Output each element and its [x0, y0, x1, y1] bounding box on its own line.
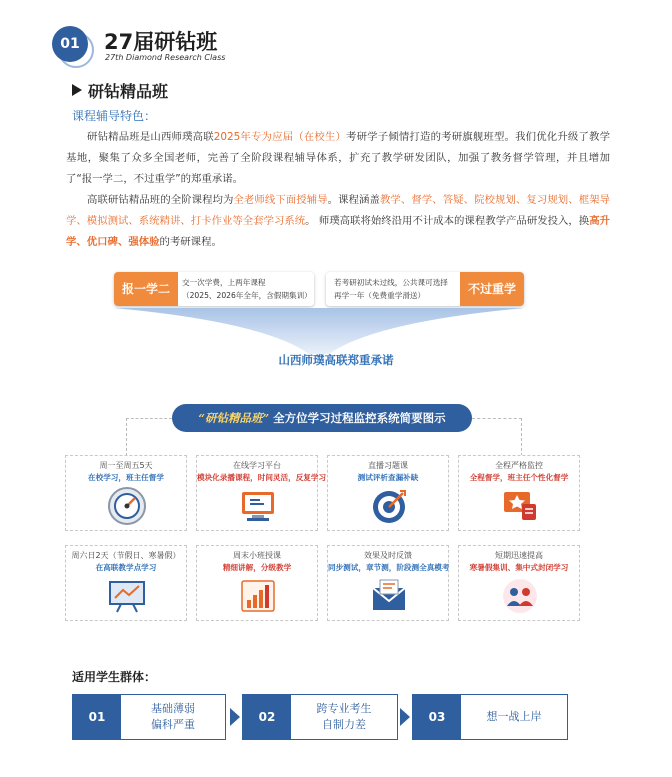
promise-caption: 山西师璞高联郑重承诺 [278, 353, 394, 367]
card-detail: 在高联教学点学习 [95, 563, 157, 572]
monitoring-card [327, 545, 449, 621]
card-detail: 寒暑假集训、集中式封闭学习 [469, 563, 569, 572]
promise-right-line2: 再学一年（免费重学滑送） [334, 291, 426, 300]
section-heading [72, 79, 168, 102]
card-heading: 短期迅速提高 [495, 551, 543, 560]
p2-highlight-teaching: 全老师线下面授辅导 [233, 194, 328, 206]
audience-text: 想一战上岸 [486, 710, 542, 723]
arrow-right-icon [230, 708, 240, 726]
audience-item [412, 694, 568, 740]
card-detail: 在校学习，班主任督学 [88, 473, 164, 482]
envelope-icon [369, 576, 409, 616]
monitoring-card [196, 545, 318, 621]
team-icon [500, 576, 540, 616]
promise-left-line2: （2025、2026年全年，含假期集训） [182, 291, 312, 300]
system-quote: “研钻精品班” [198, 411, 270, 425]
promise-funnel-graphic [114, 308, 524, 356]
audience-number: 02 [243, 695, 291, 739]
p2-text-c: 。课程涵盖 [327, 194, 380, 206]
card-detail: 同步测试，章节测，阶段测全真模考 [328, 563, 450, 572]
presentation-board-icon [107, 576, 147, 616]
audience-item [72, 694, 226, 740]
audience-number: 03 [413, 695, 461, 739]
page-subtitle: 27th Diamond Research Class [105, 53, 226, 62]
promise-left-card [114, 272, 314, 306]
p2-highlight-system: 教学、督学、答疑、院校规划、复习规划、框架导学、模拟测试、系统精讲、打卡作业等全套学习系统 [66, 194, 611, 227]
card-detail: 全程督学，班主任个性化督学 [469, 473, 569, 482]
card-heading: 全程严格监控 [495, 461, 543, 470]
coverage-paragraph [66, 190, 610, 253]
card-detail: 模块化录播课程，时间灵活，反复学习 [197, 473, 327, 482]
star-chat-icon [500, 486, 540, 526]
online-course-icon [238, 486, 278, 526]
page-header [52, 22, 352, 66]
page-title: 27届研钻班 [104, 30, 218, 54]
promise-right-card [326, 272, 524, 306]
p1-text-a: 研钻精品班是山西师璞高联 [87, 131, 214, 143]
system-title-pill [172, 404, 472, 432]
card-detail: 精细讲解，分级教学 [222, 563, 292, 572]
features-kicker: 课程辅导特色： [72, 109, 157, 123]
card-heading: 直播习题课 [368, 461, 408, 470]
monitoring-card [65, 545, 187, 621]
p2-text-a: 高联研钻精品班的全阶课程均为 [87, 194, 234, 206]
promise-left-line1: 交一次学费，上两年课程 [182, 278, 266, 287]
triangle-bullet-icon [72, 84, 82, 96]
connector-drop-left [126, 418, 127, 456]
monitoring-card [458, 545, 580, 621]
section-title: 研钻精品班 [88, 82, 169, 101]
promise-left-tag: 报一学二 [114, 272, 178, 306]
p2-text-e: 。 师璞高联将始终沿用不计成本的课程教学产品研发投入，换 [305, 215, 590, 227]
target-icon [369, 486, 409, 526]
audience-number: 01 [73, 695, 121, 739]
card-heading: 效果及时反馈 [364, 551, 412, 560]
p2-highlight-goals: 高升学、优口碑、强体验 [66, 215, 611, 248]
p1-highlight: 2025年专为应届（在校生） [213, 131, 347, 143]
promise-right-text [334, 276, 448, 302]
card-heading: 周一至周五5天 [99, 461, 153, 470]
monitoring-card [458, 455, 580, 531]
promise-right-tag: 不过重学 [460, 272, 524, 306]
promise-banner [114, 272, 524, 310]
audience-text: 基础薄弱 偏科严重 [151, 702, 195, 731]
monitoring-card [196, 455, 327, 531]
connector-drop-right [521, 418, 522, 456]
gauge-icon [107, 486, 147, 526]
card-heading: 周六日2天（节假日、寒暑假） [71, 551, 181, 560]
audience-title: 适用学生群体： [72, 670, 157, 684]
promise-left-text [182, 276, 312, 302]
arrow-right-icon [400, 708, 410, 726]
system-title: 全方位学习过程监控系统简要图示 [273, 411, 446, 425]
p2-text-g: 的考研课程。 [159, 236, 222, 248]
section-number-badge: 01 [52, 26, 88, 62]
card-heading: 周末小班授课 [233, 551, 281, 560]
intro-paragraph [66, 127, 610, 190]
connector-line-left [126, 418, 172, 419]
card-detail: 测试评析查漏补缺 [357, 473, 419, 482]
p1-text-c: 考研学子倾情打造的考研旗舰班型。我们优化升级了教学基地，聚集了众多全国老师，完善了全阶段课程辅导体系，扩充了教学研发团队，加强了教务督学管理，并且增加了“报一学二，不过重学”的郑重承诺。 [66, 131, 610, 185]
connector-line-right [472, 418, 522, 419]
bar-growth-icon [238, 576, 278, 616]
promise-right-line1: 若考研初试未过线，公共课可选择 [334, 278, 448, 287]
card-heading: 在线学习平台 [233, 461, 281, 470]
audience-text: 跨专业考生 自制力差 [316, 702, 372, 731]
audience-item [242, 694, 398, 740]
monitoring-card [327, 455, 449, 531]
monitoring-card [65, 455, 187, 531]
